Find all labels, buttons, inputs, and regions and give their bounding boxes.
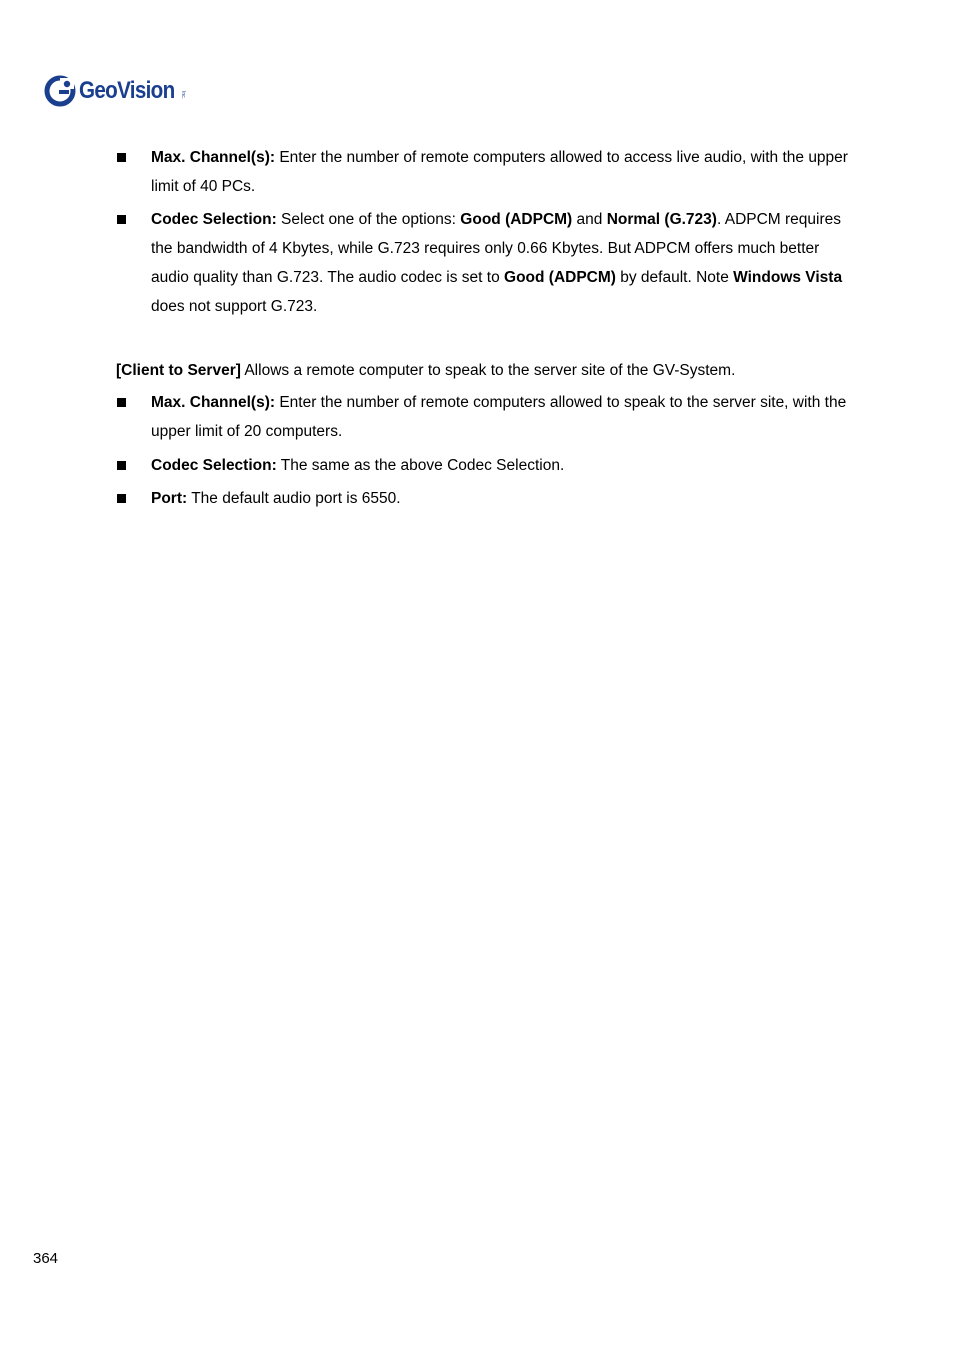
- item-body: The same as the above Codec Selection.: [276, 457, 565, 474]
- list-item-text: [151, 484, 851, 513]
- item-body: and: [572, 211, 607, 228]
- square-bullet-icon: [117, 461, 126, 470]
- brand-name: GeoVision: [79, 77, 175, 104]
- windows-vista: Windows Vista: [733, 269, 843, 286]
- square-bullet-icon: [117, 153, 126, 162]
- geovision-g-icon: [44, 75, 76, 107]
- page-number: 364: [33, 1250, 59, 1267]
- list-item-text: [151, 388, 851, 446]
- square-bullet-icon: [117, 215, 126, 224]
- default-good-adpcm: Good (ADPCM): [504, 269, 616, 286]
- item-body: Select one of the options:: [276, 211, 461, 228]
- list-item-text: [151, 205, 851, 321]
- client-to-server-text: Allows a remote computer to speak to the server site of the GV-System.: [240, 362, 736, 379]
- item-label: Port:: [151, 490, 188, 507]
- square-bullet-icon: [117, 398, 126, 407]
- list-item-text: [151, 143, 851, 201]
- item-body: The default audio port is 6550.: [187, 490, 401, 507]
- option-good-adpcm: Good (ADPCM): [460, 211, 573, 228]
- item-label: Max. Channel(s):: [151, 394, 276, 411]
- item-body: . ADPCM requires the bandwidth of 4 Kbytes, while G.723 requires only 0.66 Kbytes. But ADPCM offers much better audio quality than G.723. The audio codec is set to: [151, 211, 842, 286]
- item-label: Codec Selection:: [151, 211, 277, 228]
- item-label: Max. Channel(s):: [151, 149, 276, 166]
- item-label: Codec Selection:: [151, 457, 277, 474]
- square-bullet-icon: [117, 494, 126, 503]
- brand-tm: Inc.: [180, 90, 187, 100]
- item-body: Enter the number of remote computers allowed to access live audio, with the upper limit of 40 PCs.: [151, 149, 848, 195]
- client-to-server-paragraph: [116, 356, 856, 385]
- item-body: by default. Note: [615, 269, 734, 286]
- client-to-server-label: [Client to Server]: [116, 362, 241, 379]
- item-body: Enter the number of remote computers allowed to speak to the server site, with the upper limit of 20 computers.: [151, 394, 847, 440]
- item-body: does not support G.723.: [151, 298, 318, 315]
- option-normal-g723: Normal (G.723): [606, 211, 717, 228]
- list-item-text: [151, 451, 851, 480]
- geovision-logo: [44, 74, 186, 108]
